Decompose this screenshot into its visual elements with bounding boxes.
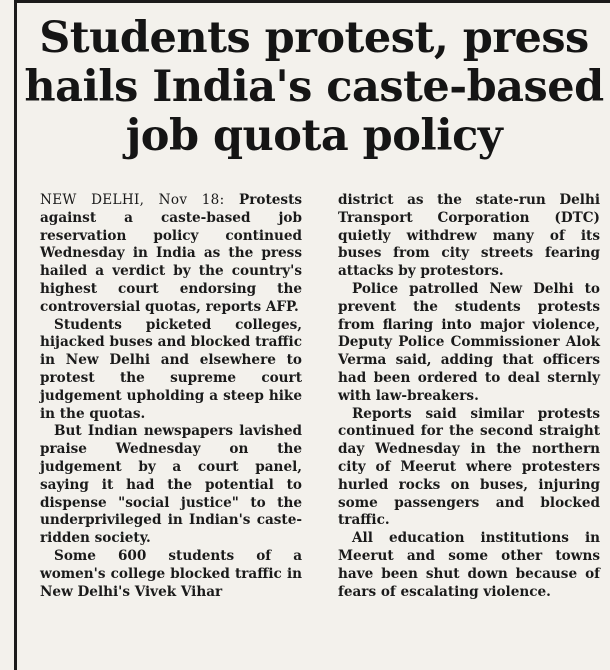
article-headline: Students protest, press hails India's caste-based job quota policy — [24, 13, 604, 161]
paragraph-lead — [40, 192, 302, 317]
paragraph-continued: district as the state-run Delhi Transport Corporation (DTC) quietly withdrew many of its buses from city streets fearing attacks by protestors. — [338, 192, 600, 280]
dateline: NEW DELHI, Nov 18: — [40, 192, 225, 208]
paragraph: But Indian newspapers lavished praise Wednesday on the judgement by a court panel, saying it had the potential to dispense "social justice" to the underprivileged in Indian's caste-ridden society. — [40, 423, 302, 547]
paragraph-lead-text: Protests against a caste-based job reservation policy continued Wednesday in India as the press hailed a verdict by the country's highest court endorsing the controversial quotas, reports AFP. — [40, 192, 302, 315]
paragraph: Students picketed colleges, hijacked buses and blocked traffic in New Delhi and elsewhere to protest the supreme court judgement upholding a steep hike in the quotas. — [40, 316, 302, 422]
paragraph: Police patrolled New Delhi to prevent the students protests from flaring into major violence, Deputy Police Commissioner Alok Verma said, adding that officers had been ordered to deal sternly with law-breakers. — [338, 280, 600, 404]
article-column-left — [40, 192, 302, 664]
paragraph: All education institutions in Meerut and some other towns have been shut down because of fears of escalating violence. — [338, 530, 600, 600]
paragraph: Some 600 students of a women's college blocked traffic in New Delhi's Vivek Vihar — [40, 547, 302, 600]
left-border-rule — [14, 0, 17, 670]
top-border-rule — [14, 0, 610, 3]
paragraph: Reports said similar protests continued for the second straight day Wednesday in the northern city of Meerut where protesters hurled rocks on buses, injuring some passengers and blocked traffic. — [338, 405, 600, 529]
article-column-right — [338, 192, 600, 664]
article-body — [40, 192, 600, 664]
